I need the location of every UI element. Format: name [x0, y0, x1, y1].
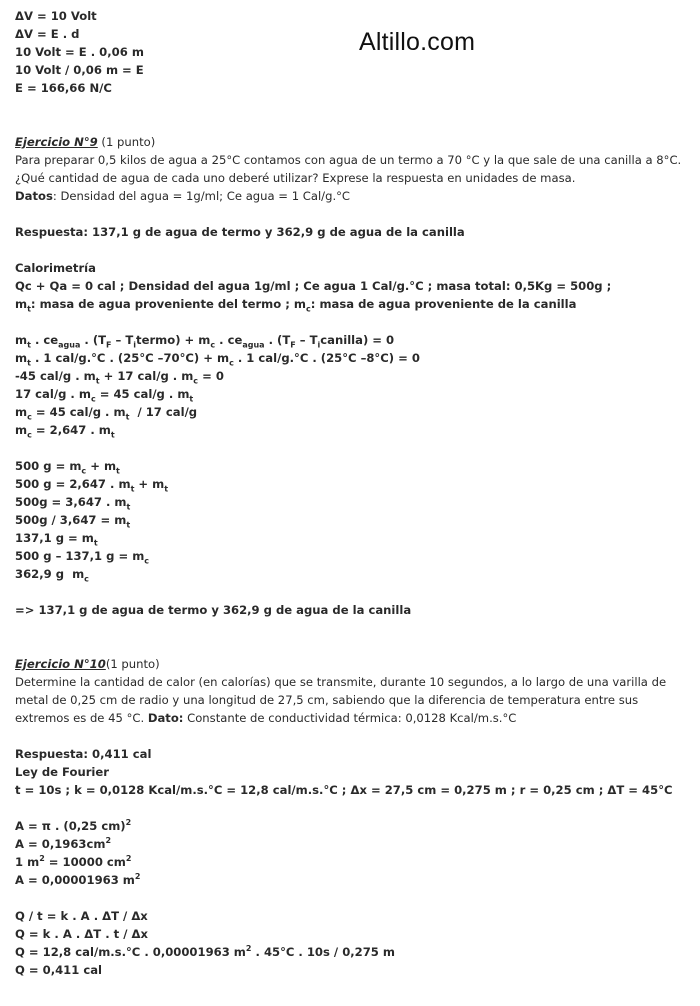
exercise-10-points: (1 punto) [105, 657, 160, 671]
equation-line: A = 0,00001963 $m^2$ [15, 872, 141, 887]
datos-text: : Densidad del agua = 1g/ml; Ce agua = 1 Cal/g.°C [52, 189, 351, 203]
equation-line: Q = k . A . ΔT . t / Δx [15, 927, 148, 941]
exercise-10-result: Q = 0,411 cal [15, 963, 103, 977]
dato-label: Dato: [147, 711, 184, 725]
exercise-9-points: (1 punto) [97, 135, 156, 149]
equation-line: $m_t$ . 1 cal/g.°C . (25°C $-70^\circ C) + m_c$ . 1 cal/g.°C . (25°C –8°C) = 0 [15, 351, 420, 368]
exercise-9-statement: ¿Qué cantidad de agua de cada uno deberé utilizar? Exprese la respuesta en unidades de masa. [15, 171, 576, 185]
exercise-9-given: Qc + Qa = 0 cal ; Densidad del agua 1g/ml ; Ce agua 1 Cal/g.°C ; masa total: 0,5Kg = 500g ; [15, 279, 612, 293]
exercise-9-heading [15, 133, 685, 151]
answer-label: Respuesta: [15, 225, 89, 239]
top-calc-line: ΔV = E . d [15, 27, 80, 41]
top-calc-line: 10 Volt = E . 0,06 m [15, 45, 144, 59]
answer-text: 0,411 cal [88, 747, 152, 761]
equation-line: $m_t$ . $ce_{agua}$ . ($T_F$ – $T_itermo) + m_c$ . $ce_{agua}$ . ($T_F$ – $T_icanilla) = 0$ [15, 333, 395, 350]
document-page [15, 7, 685, 979]
exercise-9-final: => 137,1 g de agua de termo y 362,9 g de agua de la canilla [15, 603, 412, 617]
equation-line: $A = 0,1963cm^2$ [15, 836, 112, 851]
top-calc-line: E = 166,66 N/C [15, 81, 112, 95]
exercise-9-definitions: $m_t$: masa de agua proveniente del termo ; $m_c$: masa de agua proveniente de la canilla [15, 297, 577, 314]
equation-line: $m_c = 45$ cal/g . $m_t / 17$ cal/g [15, 405, 198, 422]
equation-line: -45 cal/g . $m_t + 17$ cal/g . $m_c = 0$ [15, 369, 224, 386]
equation-line: 500g = 3,647 . $m_t$ [15, 495, 131, 512]
exercise-10-statement: metal de 0,25 cm de radio y una longitud de 27,5 cm, sabiendo que la diferencia de temperatura entre sus [15, 693, 639, 707]
exercise-10-statement: Determine la cantidad de calor (en calorías) que se transmite, durante 10 segundos, a lo largo de una varilla de [15, 675, 667, 689]
exercise-9-datos [15, 187, 685, 205]
equation-line: 500 g = 2,647 . $m_t + m_t$ [15, 477, 169, 494]
equation-line: Q = 12,8 cal/m.s.°C . 0,00001963 $m^2$ . 45°C . 10s / 0,275 m [15, 944, 395, 959]
equation-line: 1 $m^2 = 10000$ $cm^2$ [15, 854, 132, 869]
exercise-10-given: t = 10s ; k = 0,0128 Kcal/m.s.°C = 12,8 cal/m.s.°C ; Δx = 27,5 cm = 0,275 m ; r = 0,25 cm ; ΔT = 45°C [15, 783, 673, 797]
exercise-9-statement: Para preparar 0,5 kilos de agua a 25°C contamos con agua de un termo a 70 °C y la que sale de una canilla a 8°C. [15, 153, 682, 167]
equation-line: $m_c = 2,647$ . $m_t$ [15, 423, 115, 440]
equation-line: 17 cal/g . $m_c = 45$ cal/g . $m_t$ [15, 387, 194, 404]
altillo-logo: Altillo.com [359, 28, 476, 56]
equation-line: 137,1 $g = m_t$ [15, 531, 98, 548]
answer-text: 137,1 g de agua de termo y 362,9 g de agua de la canilla [88, 225, 465, 239]
exercise-9-topic: Calorimetría [15, 261, 96, 275]
exercise-10-heading [15, 655, 685, 673]
equation-line: A = π . (0,25 cm)$^2$ [15, 818, 132, 833]
equation-line: 500 $g = m_c + m_t$ [15, 459, 120, 476]
exercise-9-title: Ejercicio N°9 [15, 135, 98, 149]
top-calc-line: ΔV = 10 Volt [15, 9, 97, 23]
dato-text: Constante de conductividad térmica: 0,0128 Kcal/m.s.°C [183, 711, 517, 725]
top-calc-line: 10 Volt / 0,06 m = E [15, 63, 144, 77]
datos-label: Datos [15, 189, 53, 203]
exercise-10-topic: Ley de Fourier [15, 765, 109, 779]
exercise-10-answer [15, 745, 685, 763]
equation-line: 362,9 g $m_c$ [15, 567, 89, 584]
equation-line: Q / t = k . A . ΔT / Δx [15, 909, 148, 923]
equation-line: 500 g – 137,1 $g = m_c$ [15, 549, 150, 566]
answer-label: Respuesta: [15, 747, 89, 761]
equation-line: $500g / 3,647 = m_t$ [15, 513, 131, 530]
exercise-10-statement: extremos es de 45 °C. Dato: Constante de conductividad térmica: 0,0128 Kcal/m.s.°C [15, 711, 517, 725]
exercise-9-answer [15, 223, 685, 241]
exercise-10-title: Ejercicio N°10 [15, 657, 106, 671]
